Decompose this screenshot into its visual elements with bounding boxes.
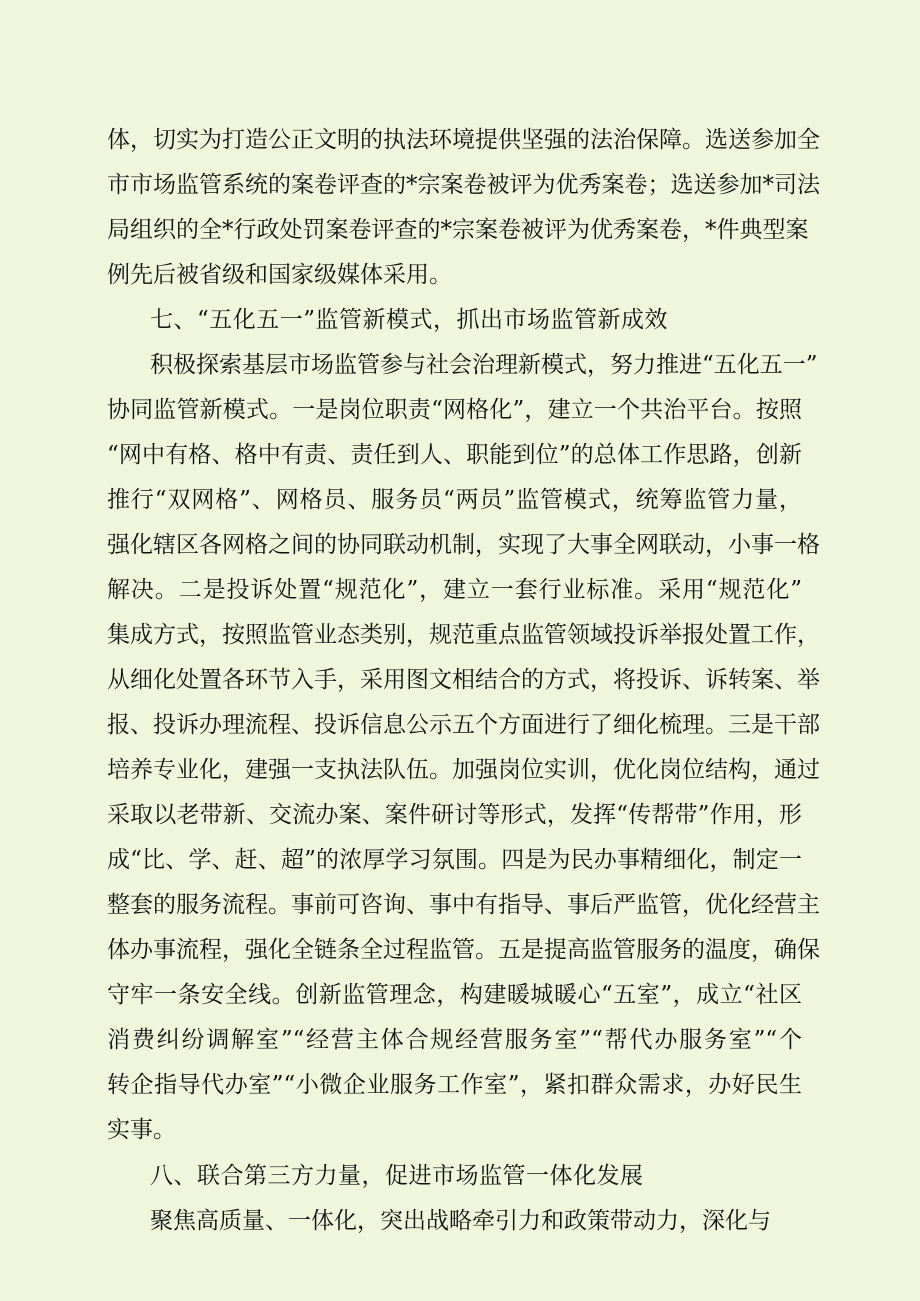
- text-line: 从细化处置各环节入手，采用图文相结合的方式，将投诉、诉转案、举: [107, 667, 820, 693]
- section-heading-8: 八、联合第三方力量，促进市场监管一体化发展: [150, 1163, 644, 1189]
- text-line: 集成方式，按照监管业态类别，规范重点监管领域投诉举报处置工作，: [107, 622, 820, 648]
- text-line: 整套的服务流程。事前可咨询、事中有指导、事后严监管，优化经营主: [107, 892, 820, 918]
- text-line: 强化辖区各网格之间的协同联动机制，实现了大事全网联动，小事一格: [107, 532, 820, 558]
- text-line: 成“比、学、赶、超”的浓厚学习氛围。四是为民办事精细化，制定一: [107, 847, 802, 873]
- text-line: 积极探索基层市场监管参与社会治理新模式，努力推进“五化五一”: [150, 352, 818, 378]
- text-line: 守牢一条安全线。创新监管理念，构建暖城暖心“五室”，成立“社区: [107, 982, 802, 1008]
- text-line: 消费纠纷调解室”“经营主体合规经营服务室”“帮代办服务室”“个: [107, 1027, 802, 1053]
- text-line: 协同监管新模式。一是岗位职责“网格化”，建立一个共治平台。按照: [107, 397, 802, 423]
- text-line: 实事。: [107, 1117, 176, 1143]
- text-line: 转企指导代办室”“小微企业服务工作室”，紧扣群众需求，办好民生: [107, 1072, 802, 1098]
- text-line: 报、投诉办理流程、投诉信息公示五个方面进行了细化梳理。三是干部: [107, 712, 820, 738]
- text-line: 局组织的全*行政处罚案卷评查的*宗案卷被评为优秀案卷，*件典型案: [107, 217, 809, 243]
- text-line: 聚焦高质量、一体化，突出战略牵引力和政策带动力，深化与: [150, 1208, 771, 1234]
- text-line: 市市场监管系统的案卷评查的*宗案卷被评为优秀案卷；选送参加*司法: [107, 172, 820, 198]
- text-line: 采取以老带新、交流办案、案件研讨等形式，发挥“传帮带”作用，形: [107, 802, 802, 828]
- text-line: “网中有格、格中有责、责任到人、职能到位”的总体工作思路，创新: [107, 442, 802, 468]
- section-heading-7: 七、“五化五一”监管新模式，抓出市场监管新成效: [150, 307, 669, 333]
- text-line: 推行“双网格”、网格员、服务员“两员”监管模式，统筹监管力量，: [107, 487, 802, 513]
- text-line: 解决。二是投诉处置“规范化”，建立一套行业标准。采用“规范化”: [107, 577, 802, 603]
- text-line: 体办事流程，强化全链条全过程监管。五是提高监管服务的温度，确保: [107, 937, 820, 963]
- text-line: 例先后被省级和国家级媒体采用。: [107, 262, 452, 288]
- text-line: 体，切实为打造公正文明的执法环境提供坚强的法治保障。选送参加全: [107, 127, 820, 153]
- text-line: 培养专业化，建强一支执法队伍。加强岗位实训，优化岗位结构，通过: [107, 757, 820, 783]
